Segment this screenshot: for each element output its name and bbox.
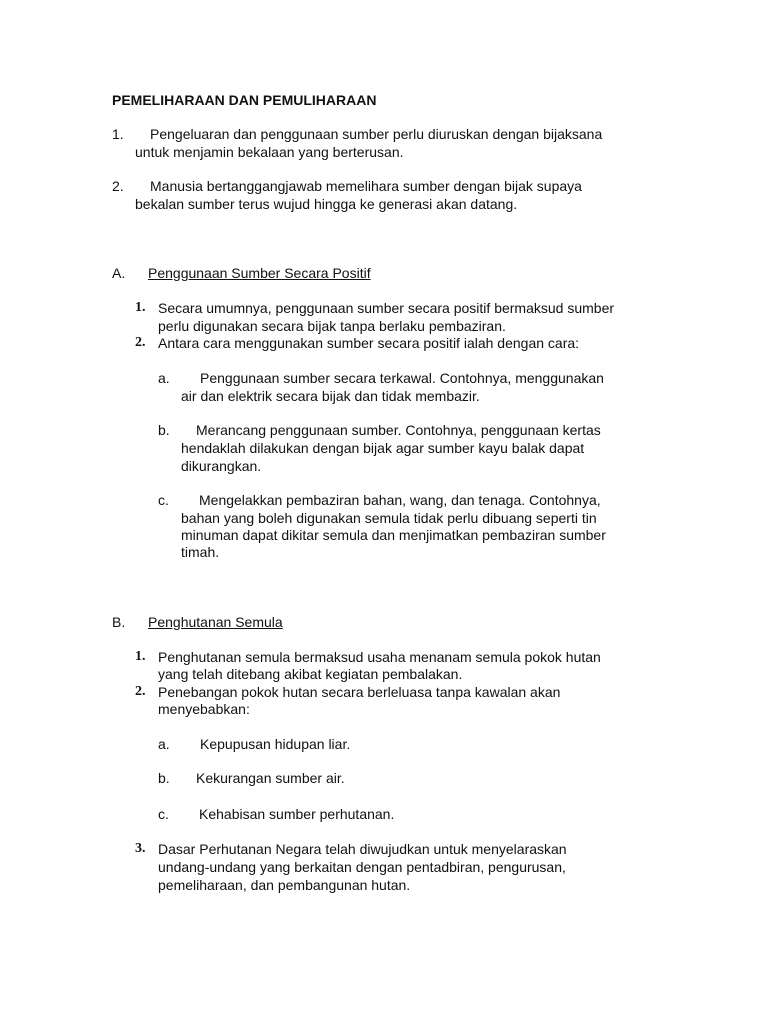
section-a-letter: A. — [112, 265, 126, 281]
section-a-point-2-number: 2. — [135, 335, 146, 350]
section-a-sub-b-line2: hendaklah dilakukan dengan bijak agar sumber kayu balak dapat — [181, 440, 585, 456]
section-a-point-2-line1: Antara cara menggunakan sumber secara positif ialah dengan cara: — [158, 335, 580, 351]
section-b-letter: B. — [112, 614, 126, 630]
section-b-sub-c-letter: c. — [158, 806, 169, 822]
intro-1-line2: untuk menjamin bekalaan yang berterusan. — [135, 144, 404, 160]
section-b-point-1-line1: Penghutanan semula bermaksud usaha menanam semula pokok hutan — [158, 649, 601, 665]
intro-2-number: 2. — [112, 178, 124, 194]
intro-2-line2: bekalan sumber terus wujud hingga ke generasi akan datang. — [135, 196, 518, 212]
section-b-point-1-line2: yang telah ditebang akibat kegiatan pembalakan. — [158, 666, 463, 682]
section-b-sub-a-letter: a. — [158, 736, 170, 752]
section-a-sub-c-line3: minuman dapat dikitar semula dan menjimatkan pembaziran sumber — [181, 527, 606, 543]
section-b-point-2-line2: menyebabkan: — [158, 701, 250, 717]
section-a-sub-c-line2: bahan yang boleh digunakan semula tidak perlu dibuang seperti tin — [181, 510, 597, 526]
section-a-sub-a-line2: air dan elektrik secara bijak dan tidak membazir. — [181, 388, 480, 404]
section-b-point-2-number: 2. — [135, 684, 146, 699]
section-a-sub-c-line4: timah. — [181, 544, 220, 560]
section-a-sub-b-line3: dikurangkan. — [181, 458, 262, 474]
page-title: PEMELIHARAAN DAN PEMULIHARAAN — [112, 92, 377, 108]
section-b-point-2-line1: Penebangan pokok hutan secara berleluasa tanpa kawalan akan — [158, 684, 561, 700]
section-b-sub-c-text: Kehabisan sumber perhutanan. — [199, 806, 395, 822]
section-b-point-3-line3: pemeliharaan, dan pembangunan hutan. — [158, 877, 411, 893]
section-a-sub-c-letter: c. — [158, 492, 169, 508]
section-b-point-1-number: 1. — [135, 649, 146, 664]
section-b-sub-b-text: Kekurangan sumber air. — [196, 770, 345, 786]
section-a-sub-b-line1: Merancang penggunaan sumber. Contohnya, penggunaan kertas — [196, 422, 601, 438]
section-a-point-1-line1: Secara umumnya, penggunaan sumber secara positif bermaksud sumber — [158, 300, 615, 316]
intro-1-line1: Pengeluaran dan penggunaan sumber perlu diuruskan dengan bijaksana — [150, 126, 603, 142]
section-a-sub-c-line1: Mengelakkan pembaziran bahan, wang, dan tenaga. Contohnya, — [199, 492, 601, 508]
section-b-sub-b-letter: b. — [158, 770, 170, 786]
section-b-point-3-number: 3. — [135, 841, 146, 856]
section-b-point-3-line1: Dasar Perhutanan Negara telah diwujudkan untuk menyelaraskan — [158, 841, 567, 857]
section-b-sub-a-text: Kepupusan hidupan liar. — [200, 736, 351, 752]
intro-1-number: 1. — [112, 126, 124, 142]
section-a-sub-b-letter: b. — [158, 422, 170, 438]
section-b-point-3-line2: undang-undang yang berkaitan dengan pentadbiran, pengurusan, — [158, 859, 566, 875]
section-a-sub-a-letter: a. — [158, 370, 170, 386]
section-a-heading: Penggunaan Sumber Secara Positif — [148, 265, 371, 281]
section-a-point-1-number: 1. — [135, 300, 146, 315]
section-a-point-1-line2: perlu digunakan secara bijak tanpa berlaku pembaziran. — [158, 318, 506, 334]
section-b-heading: Penghutanan Semula — [148, 614, 283, 630]
section-a-sub-a-line1: Penggunaan sumber secara terkawal. Contohnya, menggunakan — [200, 370, 604, 386]
intro-2-line1: Manusia bertanggangjawab memelihara sumber dengan bijak supaya — [150, 178, 582, 194]
